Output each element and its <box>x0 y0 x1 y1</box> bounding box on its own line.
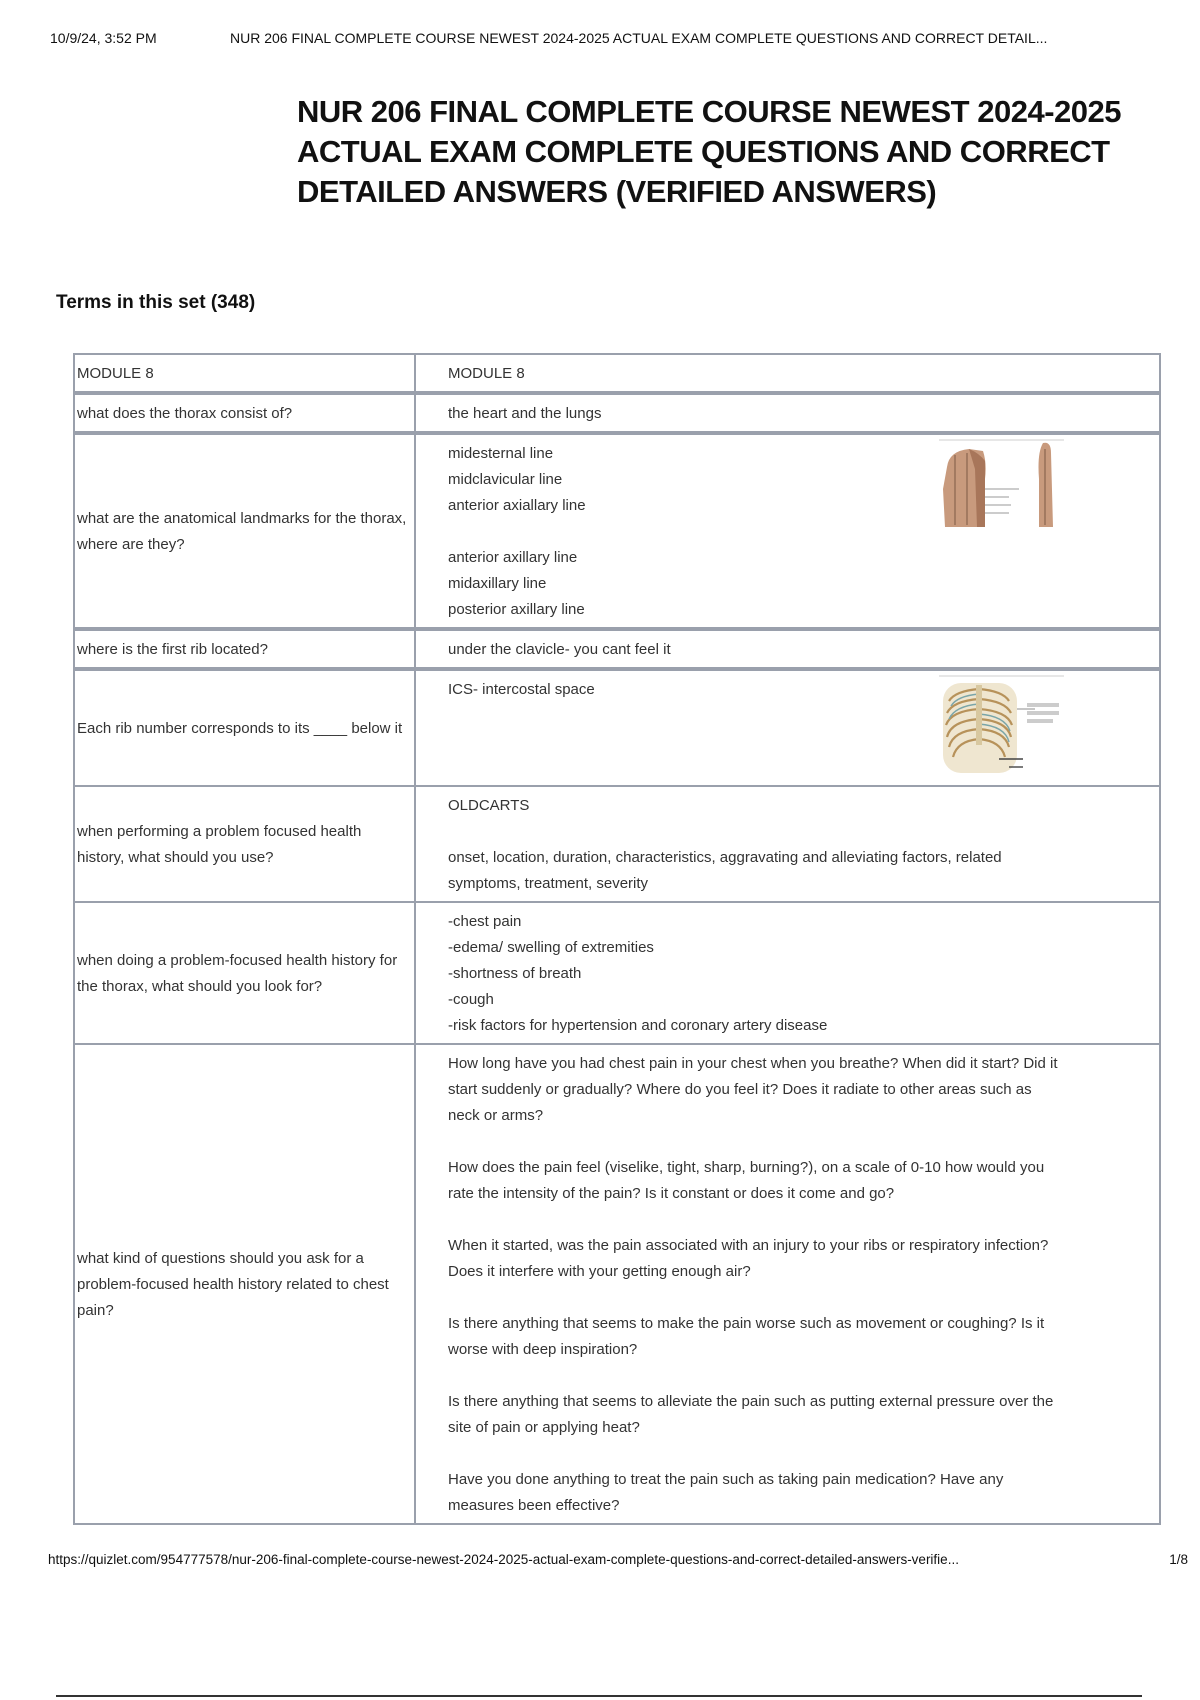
term-cell: when performing a problem focused health history, what should you use? <box>74 786 415 902</box>
definition-cell <box>415 393 1160 433</box>
terms-table <box>73 353 1161 1525</box>
definition-cell <box>415 669 1160 786</box>
rib-cage-image <box>939 675 1064 779</box>
definition-line: onset, location, duration, characteristics, aggravating and alleviating factors, related <box>448 849 1002 866</box>
definition-line: midaxillary line <box>448 575 547 592</box>
table-row <box>74 354 1160 393</box>
definition-line <box>448 819 1151 845</box>
term-cell: MODULE 8 <box>74 354 415 393</box>
definition-paragraph: Is there anything that seems to make the pain worse such as movement or coughing? Is it worse with deep inspiration? <box>448 1315 1045 1358</box>
page-title-line: DETAILED ANSWERS (VERIFIED ANSWERS) <box>297 174 937 209</box>
definition-paragraph: How does the pain feel (viselike, tight, sharp, burning?), on a scale of 0-10 how would you rate the intensity of the pain? Is it constant or does it come and go? <box>448 1159 1045 1202</box>
page-title-line: NUR 206 FINAL COMPLETE COURSE NEWEST 2024-2025 <box>297 94 1121 129</box>
term-cell: when doing a problem-focused health history for the thorax, what should you look for? <box>74 902 415 1044</box>
definition-cell <box>415 433 1160 629</box>
definition-line: OLDCARTS <box>448 797 530 814</box>
definition-paragraph: How long have you had chest pain in your chest when you breathe? When did it start? Did it start suddenly or gradually? Where do you feel it? Does it radiate to other areas such as neck or arms? <box>448 1055 1058 1124</box>
print-header-title: NUR 206 FINAL COMPLETE COURSE NEWEST 2024-2025 ACTUAL EXAM COMPLETE QUESTIONS AND CORRECT DETAIL... <box>230 30 1048 46</box>
definition-cell <box>415 354 1160 393</box>
definition-line: -chest pain <box>448 913 522 930</box>
definition-line: midclavicular line <box>448 471 563 488</box>
term-cell: Each rib number corresponds to its ____ below it <box>74 669 415 786</box>
definition-line: posterior axillary line <box>448 601 585 618</box>
table-row <box>74 669 1160 786</box>
table-row <box>74 629 1160 669</box>
term-cell: what are the anatomical landmarks for the thorax, where are they? <box>74 433 415 629</box>
divider <box>56 1695 1142 1697</box>
terms-count-heading: Terms in this set (348) <box>56 292 256 313</box>
term-cell: what does the thorax consist of? <box>74 393 415 433</box>
definition-paragraph: When it started, was the pain associated with an injury to your ribs or respiratory infection? Does it interfere with your getting enough air? <box>448 1237 1049 1280</box>
definition-line: -risk factors for hypertension and coronary artery disease <box>448 1017 828 1034</box>
definition-paragraph: Have you done anything to treat the pain such as taking pain medication? Have any measures been effective? <box>448 1471 1004 1514</box>
term-cell: what kind of questions should you ask for a problem-focused health history related to chest pain? <box>74 1044 415 1524</box>
table-row <box>74 902 1160 1044</box>
definition-line: the heart and the lungs <box>448 405 602 422</box>
definition-line: -cough <box>448 991 494 1008</box>
definition-line: symptoms, treatment, severity <box>448 875 649 892</box>
definition-cell <box>415 1044 1160 1524</box>
table-row <box>74 786 1160 902</box>
table-row <box>74 433 1160 629</box>
definition-line: under the clavicle- you cant feel it <box>448 641 671 658</box>
page-title <box>297 92 1177 212</box>
page-url: https://quizlet.com/954777578/nur-206-final-complete-course-newest-2024-2025-actual-exam-complete-questions-and-correct-detailed-answers-verifie... <box>48 1552 959 1567</box>
definition-line: anterior axiallary line <box>448 497 586 514</box>
print-datetime: 10/9/24, 3:52 PM <box>50 30 157 46</box>
definition-cell <box>415 902 1160 1044</box>
term-cell: where is the first rib located? <box>74 629 415 669</box>
definition-line: -shortness of breath <box>448 965 582 982</box>
definition-line: ICS- intercostal space <box>448 681 595 698</box>
definition-paragraph: Is there anything that seems to alleviate the pain such as putting external pressure over the site of pain or applying heat? <box>448 1393 1054 1436</box>
page-title-line: ACTUAL EXAM COMPLETE QUESTIONS AND CORRECT <box>297 134 1110 169</box>
definition-cell <box>415 629 1160 669</box>
definition-line: -edema/ swelling of extremities <box>448 939 654 956</box>
definition-line: anterior axillary line <box>448 549 578 566</box>
table-row <box>74 1044 1160 1524</box>
page-number: 1/8 <box>1169 1552 1188 1567</box>
definition-cell <box>415 786 1160 902</box>
torso-landmarks-image <box>939 439 1064 531</box>
table-row <box>74 393 1160 433</box>
definition-line: MODULE 8 <box>448 365 525 382</box>
definition-line: midesternal line <box>448 445 554 462</box>
